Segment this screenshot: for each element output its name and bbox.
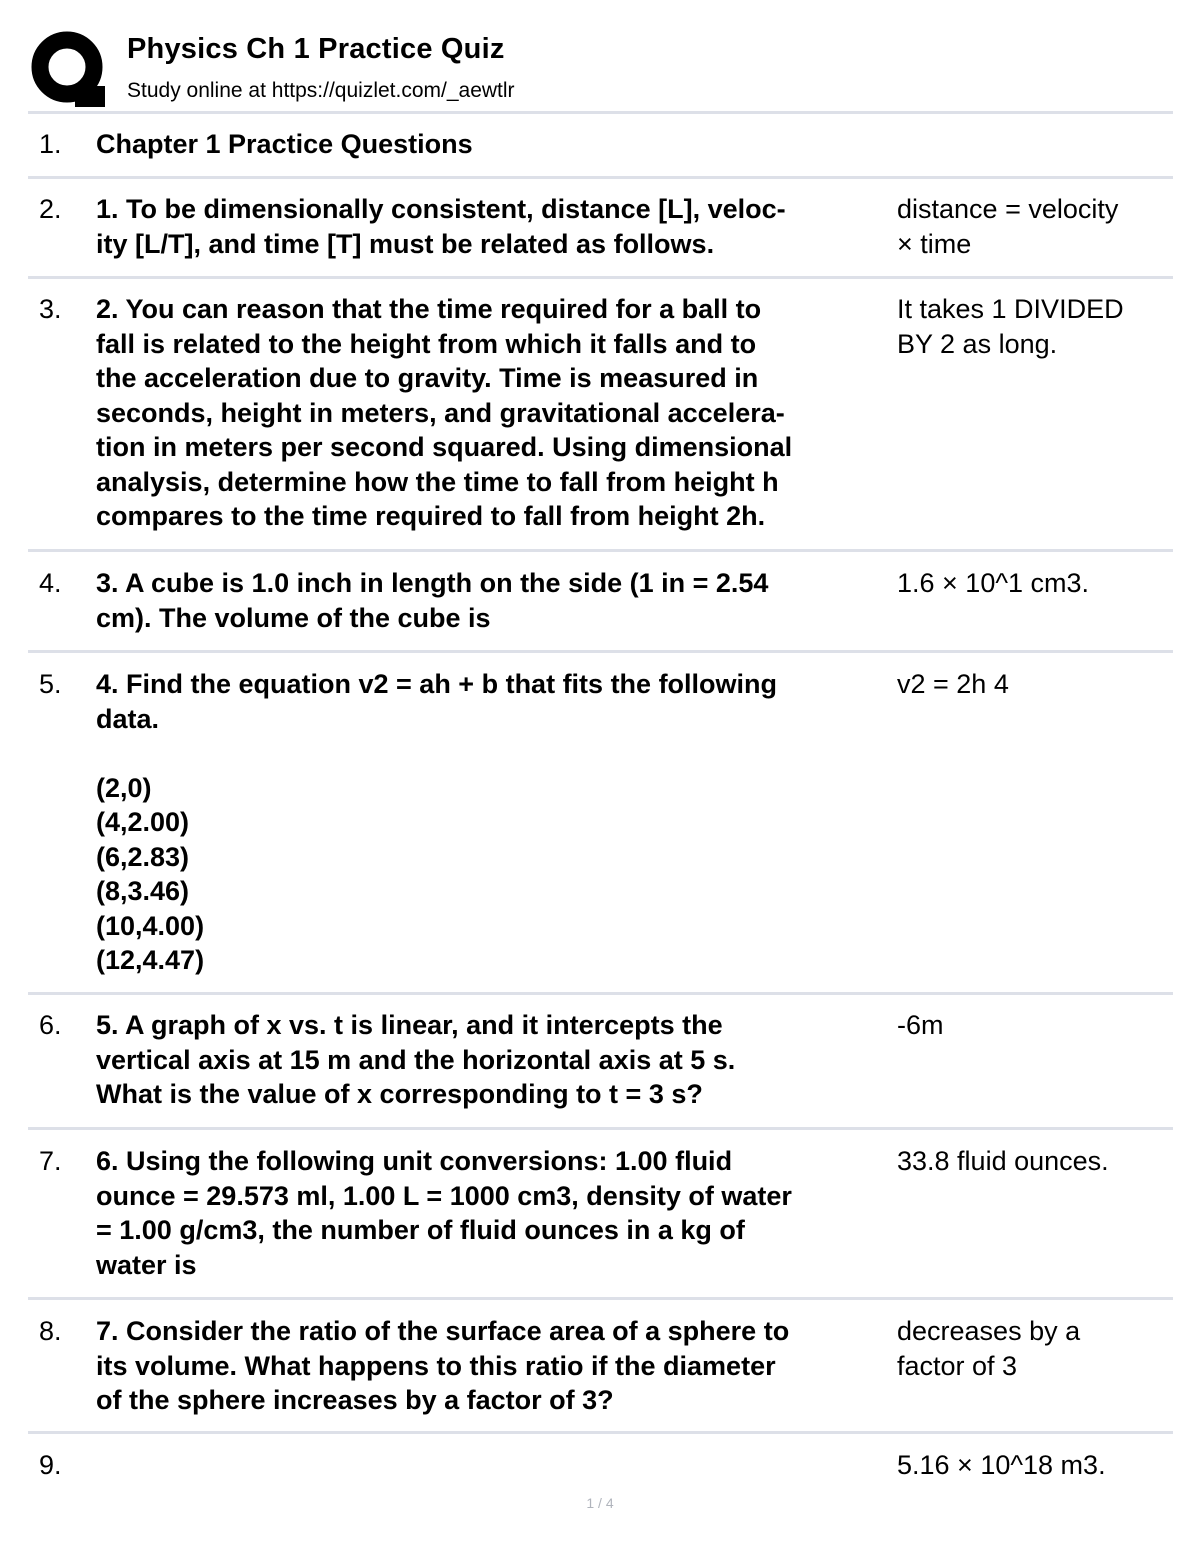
table-row — [28, 176, 1173, 279]
answer-text: 1.6 × 10^1 cm3. — [897, 568, 1090, 598]
table-row — [28, 549, 1173, 653]
question-text: 1. To be dimensionally consistent, distance [L], veloc- ity [L/T], and time [T] must be related as follows. — [96, 194, 786, 259]
table-row — [28, 992, 1173, 1130]
answer-text: It takes 1 DIVIDED BY 2 as long. — [897, 294, 1124, 359]
question-text: 5. A graph of x vs. t is linear, and it intercepts the vertical axis at 15 m and the horizontal axis at 5 s. What is the value of x corresponding to t = 3 s? — [96, 1010, 736, 1109]
question-text: Chapter 1 Practice Questions — [96, 129, 473, 159]
row-number: 8. — [39, 1316, 62, 1346]
table-row — [28, 111, 1173, 180]
question-text: 7. Consider the ratio of the surface area of a sphere to its volume. What happens to this ratio if the diameter of the sphere increases by a factor of 3? — [96, 1316, 790, 1415]
row-number: 1. — [39, 129, 62, 159]
study-online-link[interactable]: https://quizlet.com/_aewtlr — [271, 79, 515, 102]
row-number: 7. — [39, 1146, 62, 1176]
page-title: Physics Ch 1 Practice Quiz — [127, 33, 505, 65]
quizlet-logo-icon — [28, 30, 108, 108]
table-row — [28, 1297, 1173, 1434]
question-text: 6. Using the following unit conversions: 1.00 fluid ounce = 29.573 ml, 1.00 L = 1000 cm3, density of water = 1.00 g/cm3, the number of fluid ounces in a kg of water is — [96, 1146, 792, 1280]
question-text: 2. You can reason that the time required for a ball to fall is related to the height from which it falls and to the acceleration due to gravity. Time is measured in seconds, height in meters, and gravitational accelera- tion in meters per second squared. Using dimensional analysis, determine how the time to fall from height h compares to the time required to fall from height 2h. — [96, 294, 793, 531]
answer-text: v2 = 2h 4 — [897, 669, 1009, 699]
answer-text: 5.16 × 10^18 m3. — [897, 1450, 1106, 1480]
question-text: 3. A cube is 1.0 inch in length on the side (1 in = 2.54 cm). The volume of the cube is — [96, 568, 769, 633]
table-row — [28, 1127, 1173, 1300]
row-number: 3. — [39, 294, 62, 324]
subtitle-prefix: Study online at — [127, 79, 272, 102]
row-number: 9. — [39, 1450, 62, 1480]
page-number: 1 / 4 — [586, 1495, 614, 1511]
question-text: 4. Find the equation v2 = ah + b that fits the following data. (2,0) (4,2.00) (6,2.83) (8,3.46) (10,4.00) (12,4.47) — [96, 669, 778, 975]
row-number: 6. — [39, 1010, 62, 1040]
answer-text: 33.8 fluid ounces. — [897, 1146, 1109, 1176]
page-subtitle — [127, 79, 515, 103]
table-row — [28, 276, 1173, 552]
row-number: 4. — [39, 568, 62, 598]
table-row — [28, 1431, 1173, 1494]
page-header — [0, 0, 1200, 112]
row-number: 5. — [39, 669, 62, 699]
table-row — [28, 650, 1173, 995]
row-number: 2. — [39, 194, 62, 224]
answer-text: -6m — [897, 1010, 944, 1040]
answer-text: decreases by a factor of 3 — [897, 1316, 1081, 1381]
answer-text: distance = velocity × time — [897, 194, 1119, 259]
